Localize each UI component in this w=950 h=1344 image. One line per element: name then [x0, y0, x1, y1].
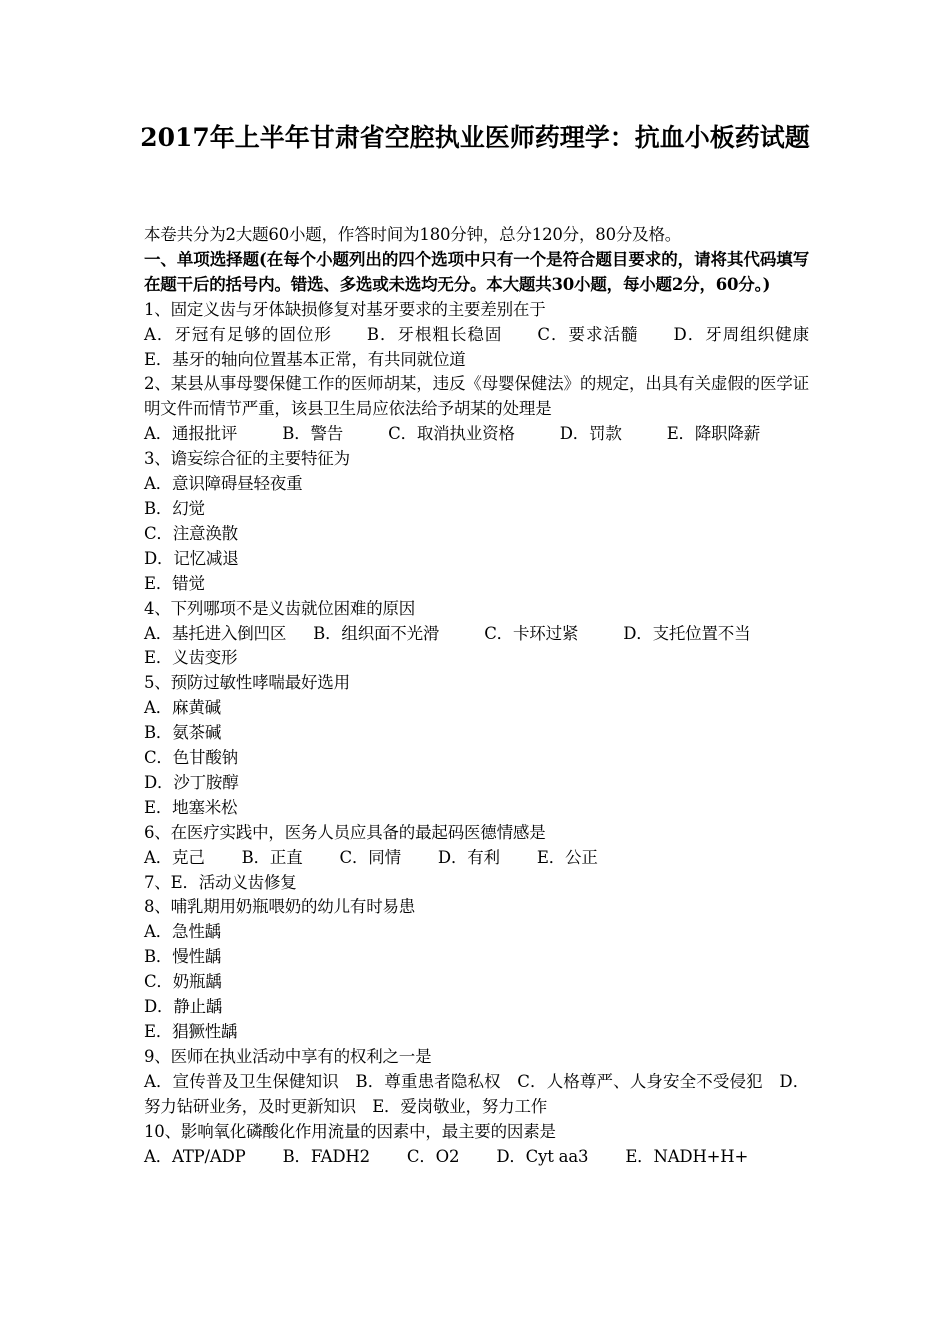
question-stem: 7、E．活动义齿修复: [144, 872, 297, 892]
option: A．ATP/ADP: [144, 1146, 246, 1166]
question-stem: 8、哺乳期用奶瓶喂奶的幼儿有时易患: [144, 897, 416, 917]
question-stem: 1、固定义齿与牙体缺损修复对基牙要求的主要差别在于: [144, 299, 546, 319]
option: B．警告: [282, 424, 344, 444]
section-heading: 一、单项选择题(在每个小题列出的四个选项中只有一个是符合题目要求的，请将其代码填写在题干后的括号内。错选、多选或未选均无分。本大题共30小题，每小题2分，60分。): [144, 249, 809, 294]
exam-intro: 本卷共分为2大题60小题，作答时间为180分钟，总分120分，80分及格。: [144, 225, 682, 244]
question-stem: 6、在医疗实践中，医务人员应具备的最起码医德情感是: [144, 822, 546, 842]
option: E．义齿变形: [144, 648, 238, 668]
question-stem: 3、谵妄综合征的主要特征为: [144, 449, 350, 469]
option: E．公正: [536, 847, 598, 867]
option: E．猖獗性龋: [144, 1022, 238, 1041]
option: A．克己: [144, 847, 205, 867]
document-title: 2017年上半年甘肃省空腔执业医师药理学：抗血小板药试题: [140, 123, 810, 152]
option: E．地塞米松: [144, 797, 238, 817]
question-options: A．宣传普及卫生保健知识 B．尊重患者隐私权 C．人格尊严、人身安全不受侵犯 D．努力钻研业务，及时更新知识 E．爱岗敬业，努力工作: [144, 1071, 809, 1116]
option: C．注意涣散: [144, 523, 238, 543]
option: C．O2: [406, 1146, 460, 1166]
option: B．慢性龋: [144, 947, 222, 967]
option: C．卡环过紧: [484, 623, 579, 643]
option: D．记忆减退: [144, 548, 239, 568]
option: A．基托进入倒凹区: [144, 623, 287, 643]
option: C．同情: [339, 847, 401, 867]
option: A．麻黄碱: [144, 698, 221, 718]
question-options: [144, 846, 809, 871]
option: D．支托位置不当: [623, 623, 751, 643]
question-stem: 5、预防过敏性哮喘最好选用: [144, 673, 350, 693]
option: E．错觉: [144, 573, 205, 593]
question-stem: 2、某县从事母婴保健工作的医师胡某，违反《母婴保健法》的规定，出具有关虚假的医学证明文件而情节严重，该县卫生局应依法给予胡某的处理是: [144, 374, 809, 419]
question-options: A．牙冠有足够的固位形 B．牙根粗长稳固 C．要求活髓 D．牙周组织健康 E．基牙的轴向位置基本正常，有共同就位道: [144, 324, 842, 369]
option: D．有利: [437, 847, 500, 867]
option: D．罚款: [559, 424, 622, 444]
option: A．意识障碍昼轻夜重: [144, 474, 303, 494]
option: C．色甘酸钠: [144, 748, 238, 768]
question-stem: 9、医师在执业活动中享有的权利之一是: [144, 1046, 432, 1066]
question-options: [144, 622, 809, 647]
option: D．静止龋: [144, 997, 223, 1017]
question-stem: 4、下列哪项不是义齿就位困难的原因: [144, 598, 416, 618]
option: A．通报批评: [144, 424, 238, 444]
option: E．NADH+H+: [625, 1146, 749, 1166]
option: C．奶瓶龋: [144, 972, 222, 992]
option: D．Cyt aa3: [496, 1146, 589, 1166]
option: C．取消执业资格: [388, 424, 515, 444]
option: B．组织面不光滑: [313, 623, 440, 643]
question-options: [144, 422, 809, 447]
option: B．正直: [241, 847, 303, 867]
option: B．氨茶碱: [144, 723, 222, 743]
option: E．降职降薪: [666, 424, 761, 444]
option: A．急性龋: [144, 922, 221, 942]
option: D．沙丁胺醇: [144, 772, 239, 792]
option: B．FADH2: [282, 1146, 370, 1166]
question-options: [144, 1145, 809, 1170]
question-stem: 10、影响氧化磷酸化作用流量的因素中，最主要的因素是: [144, 1121, 556, 1141]
document-body: [144, 223, 842, 1169]
option: B．幻觉: [144, 498, 205, 518]
